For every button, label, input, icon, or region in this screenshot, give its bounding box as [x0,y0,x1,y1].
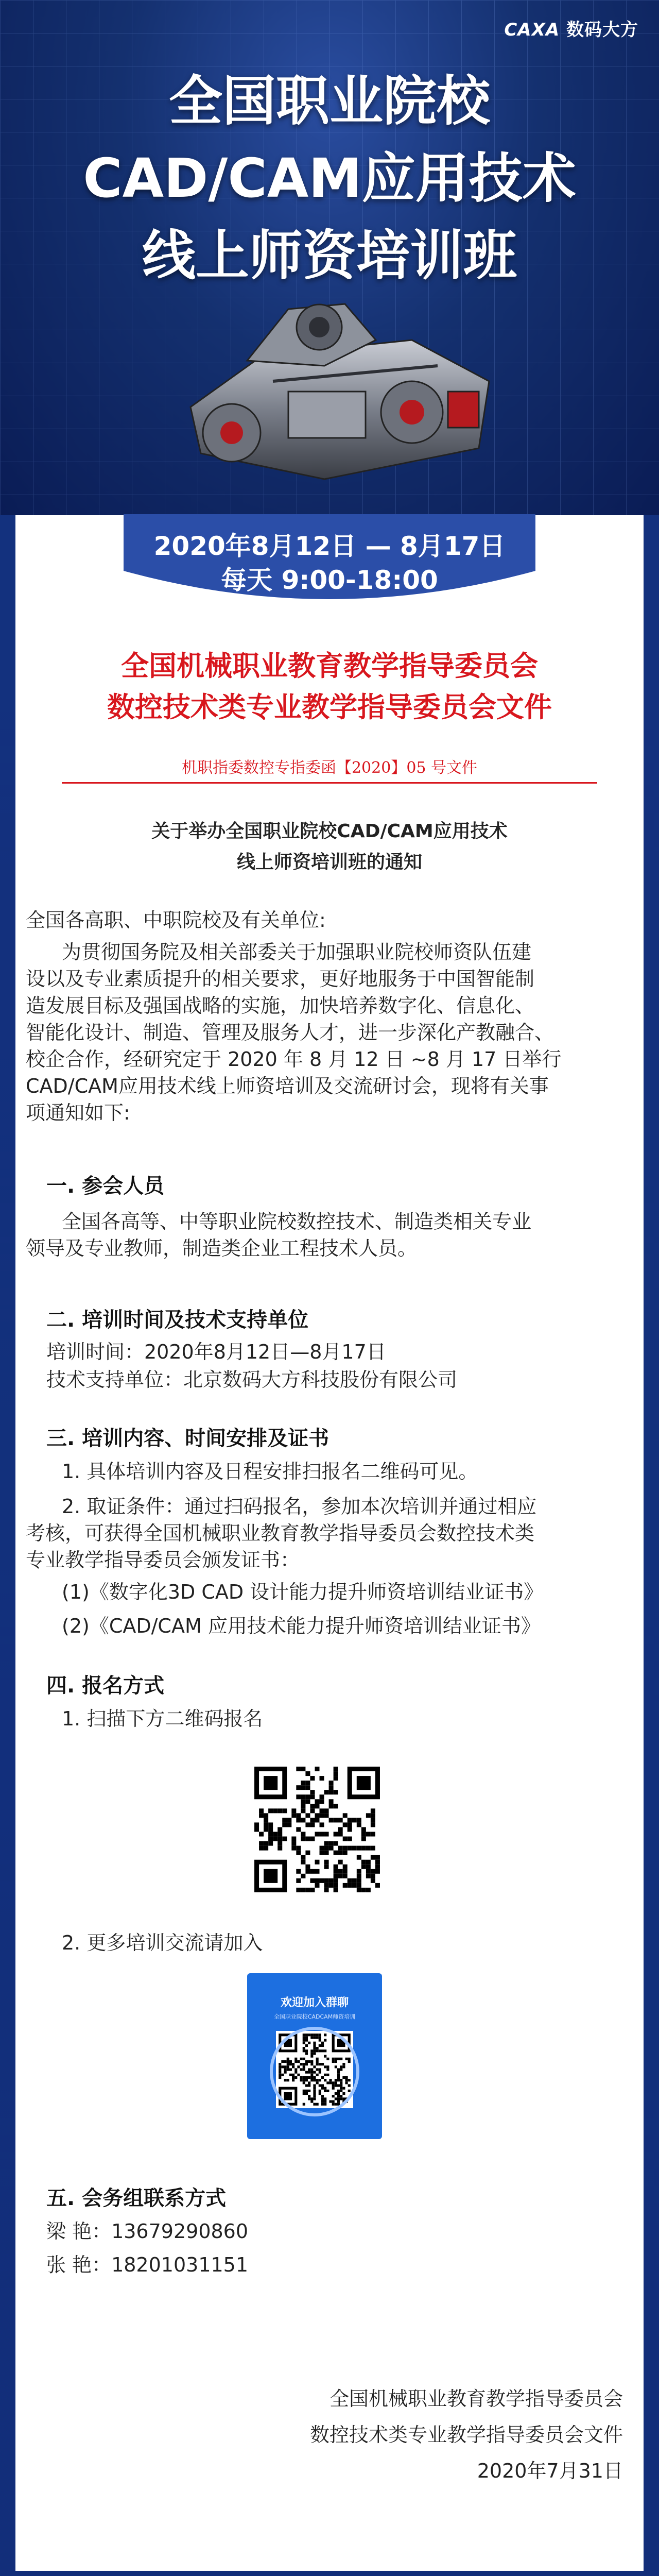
section-text: 2. 取证条件：通过扫码报名，参加本次培训并通过相应 [62,1495,537,1518]
brand-logo: CAXA 数码大方 [504,20,638,40]
section-heading-content: 三. 培训内容、时间安排及证书 [46,1427,330,1450]
certificate-item: (2)《CAD/CAM 应用技术能力提升师资培训结业证书》 [62,1615,541,1637]
section-text: 考核，可获得全国机械职业教育教学指导委员会数控技术类 [26,1522,535,1545]
signup-step: 2. 更多培训交流请加入 [62,1931,263,1954]
notice-title-line1: 关于举办全国职业院校CAD/CAM应用技术 [151,821,508,842]
section-heading-signup: 四. 报名方式 [46,1674,165,1698]
chat-bubble-icon [268,2025,361,2119]
document-number: 机职指委数控专指委函【2020】05 号文件 [181,759,478,777]
section-text: 培训时间：2020年8月12日—8月17日 [46,1341,386,1363]
wechat-card-title: 欢迎加入群聊 [280,1996,349,2009]
wechat-card-subtitle: 全国职业院校CADCAM师资培训 [273,2013,356,2020]
wechat-group-card[interactable] [247,1973,382,2139]
training-hours: 每天 9:00-18:00 [221,565,438,595]
intro-line: 智能化设计、制造、管理及服务人才，进一步深化产教融合、 [26,1021,554,1044]
signature-org-line1: 全国机械职业教育教学指导委员会 [329,2387,623,2410]
org-heading-line2: 数控技术类专业教学指导委员会文件 [107,691,552,723]
intro-line: 造发展目标及强国战略的实施，加快培养数字化、信息化、 [26,994,535,1017]
signature-org-line2: 数控技术类专业教学指导委员会文件 [309,2424,623,2446]
hero-title-line3: 线上师资培训班 [142,224,517,287]
signature-date: 2020年7月31日 [477,2460,623,2482]
contact-line: 张 艳：18201031151 [46,2253,249,2276]
section-text: 专业教学指导委员会颁发证书： [26,1549,300,1571]
section-text: 技术支持单位：北京数码大方科技股份有限公司 [46,1368,458,1391]
section-text: 1. 具体培训内容及日程安排扫报名二维码可见。 [62,1460,478,1483]
training-dates: 2020年8月12日 — 8月17日 [153,531,506,561]
section-text: 全国各高等、中等职业院校数控技术、制造类相关专业 [62,1210,532,1233]
intro-line: 设以及专业素质提升的相关要求，更好地服务于中国智能制 [26,968,535,990]
signup-qr-code[interactable] [250,1762,385,1897]
certificate-item: (1)《数字化3D CAD 设计能力提升师资培训结业证书》 [62,1581,544,1603]
intro-line: 为贯彻国务院及相关部委关于加强职业院校师资队伍建 [62,941,532,963]
contact-line: 梁 艳：13679290860 [46,2220,249,2243]
hero-title-line2: CAD/CAM应用技术 [83,147,576,210]
section-heading-schedule: 二. 培训时间及技术支持单位 [46,1308,309,1332]
red-divider [62,782,597,784]
intro-line: CAD/CAM应用技术线上师资培训及交流研讨会，现将有关事 [26,1075,549,1097]
section-text: 领导及专业教师，制造类企业工程技术人员。 [26,1237,418,1260]
signup-step: 1. 扫描下方二维码报名 [62,1707,263,1730]
intro-line: 项通知如下: [26,1101,130,1124]
section-heading-contacts: 五. 会务组联系方式 [46,2187,227,2210]
notice-title-line2: 线上师资培训班的通知 [236,852,422,873]
notice-card [15,515,644,2571]
hero-title-line1: 全国职业院校 [168,70,490,132]
engine-illustration [170,278,510,495]
intro-line: 校企合作，经研究定于 2020 年 8 月 12 日 ~8 月 17 日举行 [26,1048,562,1071]
section-heading-attendees: 一. 参会人员 [46,1174,165,1198]
hero-banner [0,0,659,515]
org-heading-line1: 全国机械职业教育教学指导委员会 [121,650,538,682]
salutation: 全国各高职、中职院校及有关单位: [26,909,326,931]
